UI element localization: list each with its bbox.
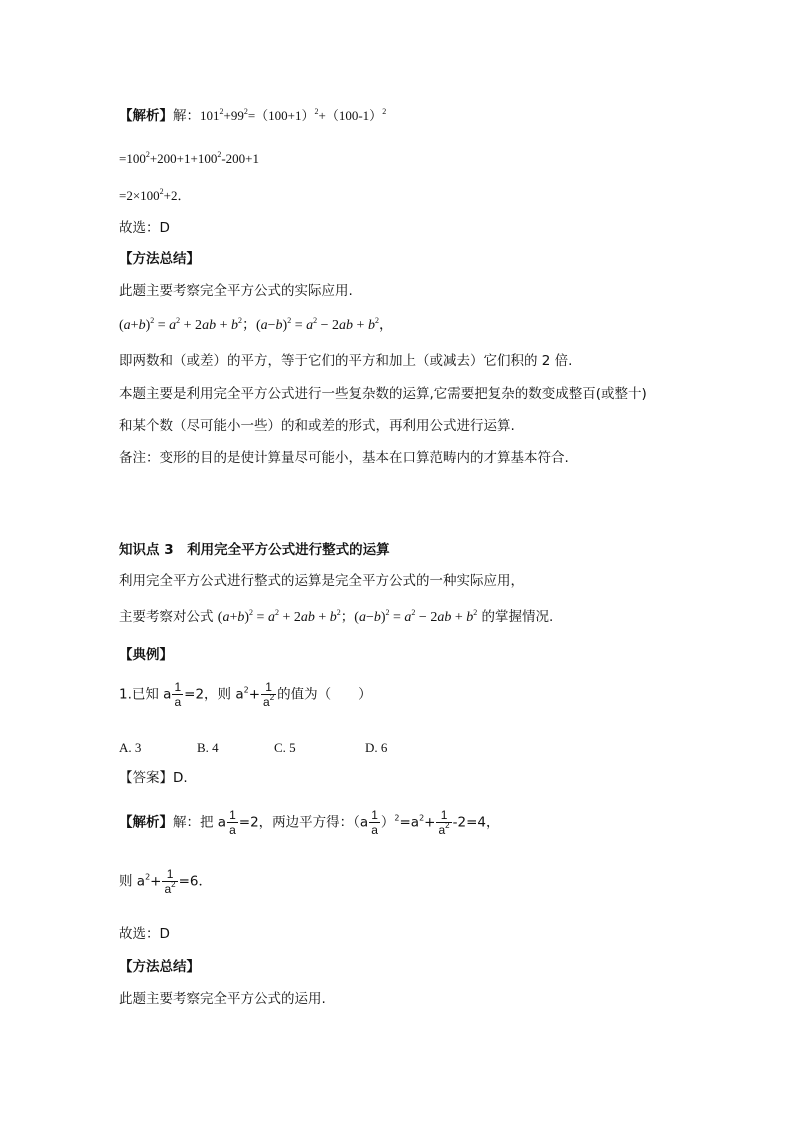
option-c: C. 5 [274,740,296,755]
then-line: 则 $a^2+$ $\frac{1}{a^2}$ =6． [119,867,213,896]
step-2: $=2\times 100^2+2$． [119,187,191,203]
option-b: B. 4 [197,740,219,755]
choice-2: 故选：D [119,926,170,942]
summary-4: 和某个数（尽可能小一些）的和或差的形式，再利用公式进行运算. [119,418,515,434]
fraction-1-over-a: $\frac{1}{a}$ [174,680,182,709]
analysis-expression: $101^2+99^2=(100+1)^2+(100-1)^2$ [200,107,387,123]
question: 1.已知 a $\frac{1}{a}$ =2，则 $a^2+$ $\frac{1}{a^2}$ 的值为（ ） [119,680,372,709]
method-label-1: 【方法总结】 [119,251,200,267]
analysis-label-2: 【解析】 [119,814,173,831]
fraction-1-over-a2-c: $\frac{1}{a^2}$ [164,867,176,896]
method-label-2: 【方法总结】 [119,959,200,975]
analysis-text: 解： [173,108,200,124]
answer: 【答案】D. [119,770,188,786]
analysis-2: 【解析】解：把 a $\frac{1}{a}$ =2，两边平方得：（a $\frac{1}{a}$ ）$^2=a^2+$ $\frac{1}{a^2}$ -2=4， [119,808,500,837]
summary-3: 本题主要是利用完全平方公式进行一些复杂数的运算,它需要把复杂的数变成整百(或整十) [119,386,647,402]
fraction-1-over-a2: $\frac{1}{a^2}$ [263,680,275,709]
analysis-label: 【解析】 [119,108,173,124]
fraction-1-over-a-b: $\frac{1}{a}$ [229,808,236,837]
analysis-line-1 [119,107,386,125]
intro-1: 利用完全平方公式进行整式的运算是完全平方公式的一种实际应用， [119,573,524,589]
step-1: $=100^2+200+1+100^2-200+1$ [119,150,260,166]
intro-2: 主要考察对公式 $(a+b)^2 = a^2 + 2ab + b^2$；$(a-b)^2 = a^2 - 2ab + b^2$ 的掌握情况. [119,608,554,625]
formula-line: $(a+b)^2 = a^2 + 2ab + b^2$；$(a-b)^2 = a^2 - 2ab + b^2$， [119,316,393,333]
example-label: 【典例】 [119,647,173,663]
fraction-1-over-a2-b: $\frac{1}{a^2}$ [438,808,450,837]
choice-1: 故选：D [119,220,170,236]
section-heading: 知识点 3 利用完全平方公式进行整式的运算 [119,542,390,558]
option-d: D. 6 [365,740,388,755]
summary-2: 即两数和（或差）的平方，等于它们的平方和加上（或减去）它们积的 2 倍. [119,353,573,369]
option-a: A. 3 [119,740,142,755]
summary-final: 此题主要考察完全平方公式的运用. [119,991,326,1007]
note: 备注：变形的目的是使计算量尽可能小，基本在口算范畴内的才算基本符合. [119,450,569,466]
summary-1: 此题主要考察完全平方公式的实际应用. [119,283,353,299]
fraction-1-over-a-c: $\frac{1}{a}$ [371,808,378,837]
